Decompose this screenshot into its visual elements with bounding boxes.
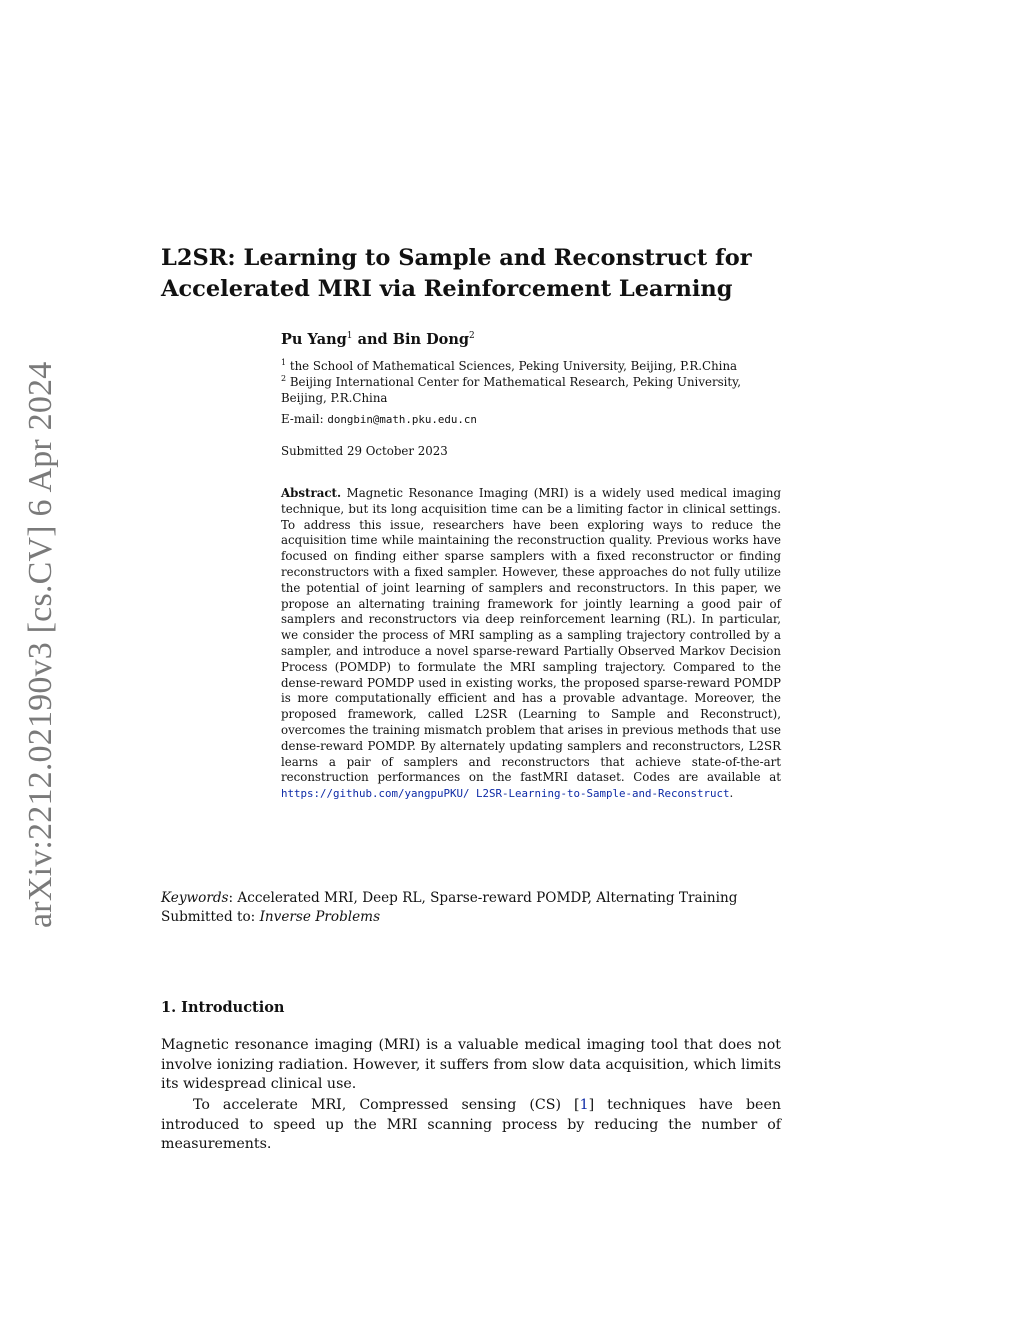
affiliation-text: the School of Mathematical Sciences, Peking University, Beijing, P.R.China bbox=[286, 358, 738, 373]
abstract-end: . bbox=[729, 786, 734, 801]
author-list bbox=[281, 331, 475, 348]
citation-link[interactable]: 1 bbox=[579, 1097, 589, 1113]
title-line-2: Accelerated MRI via Reinforcement Learning bbox=[161, 276, 733, 302]
email-label: E-mail: bbox=[281, 412, 328, 426]
affiliation-mark: 1 bbox=[281, 358, 287, 367]
affiliation-2 bbox=[281, 371, 781, 406]
journal-line bbox=[161, 908, 781, 927]
title-line-1: L2SR: Learning to Sample and Reconstruct for bbox=[161, 245, 752, 271]
abstract-heading: Abstract. bbox=[281, 486, 342, 500]
arxiv-identifier-stamp: arXiv:2212.02190v3 [cs.CV] 6 Apr 2024 bbox=[22, 361, 59, 928]
keywords-line bbox=[161, 889, 781, 908]
keywords-label: Keywords bbox=[161, 890, 229, 906]
affiliation-mark: 2 bbox=[281, 374, 287, 383]
email-line bbox=[281, 412, 477, 426]
section-heading: 1. Introduction bbox=[161, 999, 285, 1016]
abstract bbox=[281, 486, 781, 802]
intro-paragraph-1: Magnetic resonance imaging (MRI) is a valuable medical imaging tool that does not involve ionizing radiation. However, it suffers from slow data acquisition, which limits its widespread clinical use. bbox=[161, 1037, 781, 1093]
submission-date: Submitted 29 October 2023 bbox=[281, 444, 448, 458]
abstract-text: Magnetic Resonance Imaging (MRI) is a widely used medical imaging technique, but its long acquisition time can be a limiting factor in clinical settings. To address this issue, researchers have been exploring ways to reduce the acquisition time while maintaining the reconstruction quality. Previous works have focused on finding either sparse samplers with a fixed reconstructor or finding reconstructors with a fixed sampler. However, these approaches do not fully utilize the potential of joint learning of samplers and reconstructors. In this paper, we propose an alternating training framework for jointly learning a good pair of samplers and reconstructors via deep reinforcement learning (RL). In particular, we consider the process of MRI sampling as a sampling trajectory controlled by a sampler, and introduce a novel sparse-reward Partially Observed Markov Decision Process (POMDP) to formulate the MRI sampling trajectory. Compared to the dense-reward POMDP used in existing works, the proposed sparse-reward POMDP is more computationally efficient and has a provable advantage. Moreover, the proposed framework, called L2SR (Learning to Sample and Reconstruct), overcomes the training mismatch problem that arises in previous methods that use dense-reward POMDP. By alternately updating samplers and reconstructors, L2SR learns a pair of samplers and reconstructors that achieve state-of-the-art reconstruction performances on the fastMRI dataset. Codes are available at bbox=[281, 486, 781, 785]
keywords-block bbox=[161, 889, 781, 927]
paragraph-text: ] techniques have been introduced to speed up the MRI scanning process by reducing the number of measurements. bbox=[161, 1097, 781, 1153]
email-address[interactable]: dongbin@math.pku.edu.cn bbox=[327, 413, 477, 426]
affiliation-text: Beijing International Center for Mathematical Research, Peking University, Beijing, P.R.China bbox=[281, 374, 742, 405]
author-name: Pu Yang bbox=[281, 331, 347, 348]
keywords-text: : Accelerated MRI, Deep RL, Sparse-reward POMDP, Alternating Training bbox=[228, 890, 738, 906]
code-repository-link[interactable]: https://github.com/yangpuPKU/ L2SR-Learning-to-Sample-and-Reconstruct bbox=[281, 787, 730, 801]
intro-paragraph-2 bbox=[161, 1096, 781, 1155]
paper-title bbox=[161, 243, 801, 305]
author-conjunction: and bbox=[352, 331, 393, 348]
author-affiliation-mark: 1 bbox=[346, 331, 353, 342]
paragraph-text: To accelerate MRI, Compressed sensing (CS) [ bbox=[193, 1097, 580, 1113]
author-name: Bin Dong bbox=[392, 331, 469, 348]
journal-name: Inverse Problems bbox=[259, 909, 381, 925]
author-affiliation-mark: 2 bbox=[469, 331, 475, 342]
journal-label: Submitted to: bbox=[161, 909, 260, 925]
